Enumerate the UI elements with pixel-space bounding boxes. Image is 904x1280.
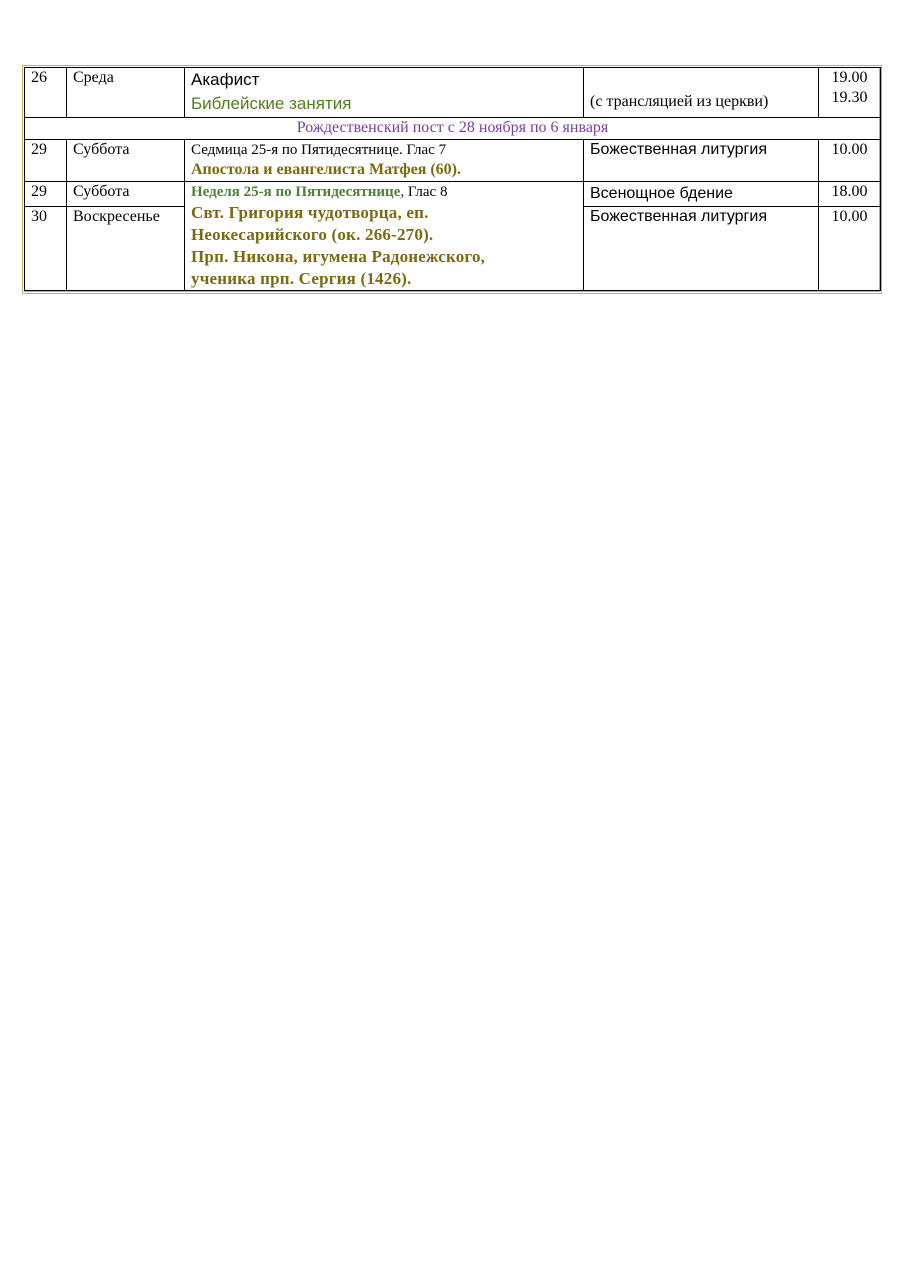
- time-value: 19.30: [831, 89, 868, 106]
- week-label: Неделя 25-я по Пятидесятнице,: [191, 184, 405, 200]
- time-value: 10.00: [819, 207, 881, 291]
- time-value: 19.00: [831, 69, 868, 86]
- date-number: 30: [25, 207, 67, 291]
- tone-label: Глас 8: [404, 184, 448, 200]
- date-number: 29: [25, 182, 67, 207]
- schedule-table: [24, 67, 881, 291]
- saint-line: Прп. Никона, игумена Радонежского,: [191, 247, 486, 266]
- bible-study-label: Библейские занятия: [191, 94, 352, 113]
- fast-banner-row: [25, 118, 881, 140]
- table-row: [25, 68, 881, 118]
- feast-label: Апостола и евангелиста Матфея (60).: [191, 161, 462, 178]
- saint-cell: [185, 182, 584, 291]
- saint-line: ученика прп. Сергия (1426).: [191, 269, 412, 288]
- weekday: Суббота: [67, 140, 185, 182]
- service-label: Божественная литургия: [584, 140, 819, 182]
- weekday: Суббота: [67, 182, 185, 207]
- service-label: Божественная литургия: [584, 207, 819, 291]
- saint-cell: [185, 68, 584, 118]
- weekday: Воскресенье: [67, 207, 185, 291]
- date-number: 29: [25, 140, 67, 182]
- service-label: Всенощное бдение: [584, 182, 819, 207]
- table-row: [25, 182, 881, 207]
- saint-line: Свт. Григория чудотворца, еп.: [191, 203, 429, 222]
- service-cell: [584, 68, 819, 118]
- week-heading: [191, 182, 577, 202]
- weekday: Среда: [67, 68, 185, 118]
- week-label: Седмица 25-я по Пятидесятнице. Глас 7: [191, 142, 447, 158]
- time-value: 10.00: [819, 140, 881, 182]
- saint-line: Неокесарийского (ок. 266-270).: [191, 225, 434, 244]
- table-row: [25, 140, 881, 182]
- time-value: 18.00: [819, 182, 881, 207]
- saint-cell: [185, 140, 584, 182]
- time-cell: [819, 68, 881, 118]
- broadcast-note: (с трансляцией из церкви): [590, 93, 769, 110]
- fast-banner: Рождественский пост с 28 ноября по 6 января: [25, 118, 881, 140]
- akathist-label: Акафист: [191, 70, 260, 89]
- date-number: 26: [25, 68, 67, 118]
